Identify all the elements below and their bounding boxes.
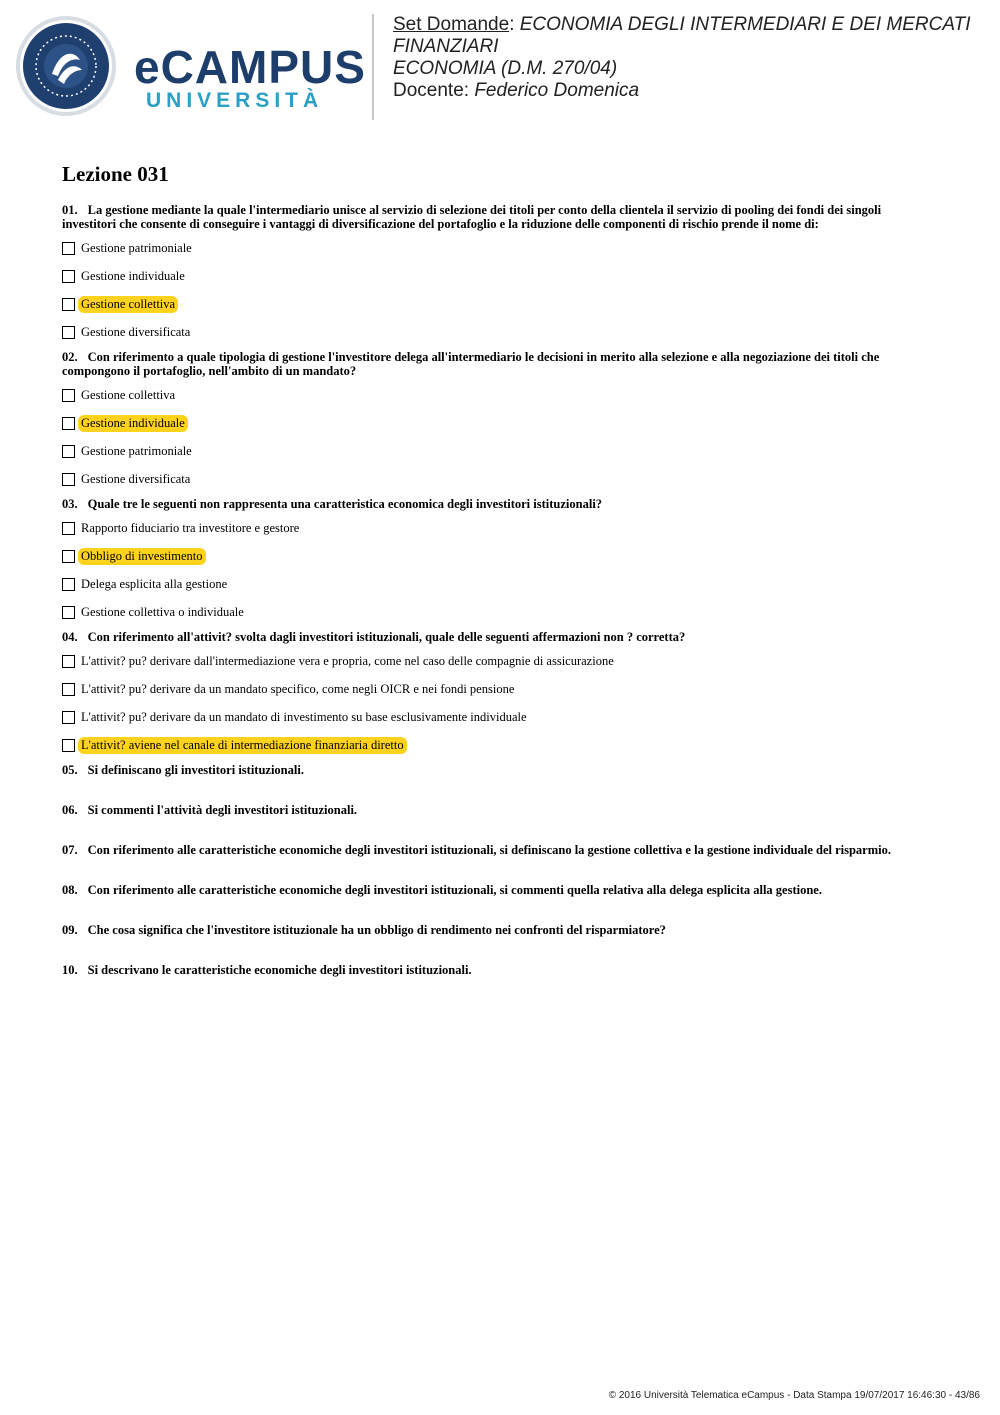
checkbox-icon[interactable] bbox=[62, 683, 75, 696]
header-info bbox=[393, 14, 993, 102]
question-text bbox=[62, 883, 912, 897]
question-05 bbox=[62, 763, 912, 803]
checkbox-icon[interactable] bbox=[62, 389, 75, 402]
question-prompt: Con riferimento alle caratteristiche economiche degli investitori istituzionali, si definiscano la gestione collettiva e la gestione individuale del risparmio. bbox=[87, 843, 891, 857]
checkbox-icon[interactable] bbox=[62, 326, 75, 339]
question-07 bbox=[62, 843, 912, 883]
option bbox=[62, 574, 912, 595]
option-label: Rapporto fiduciario tra investitore e gestore bbox=[81, 521, 300, 535]
set-label: Set Domande bbox=[393, 14, 510, 35]
question-04 bbox=[62, 630, 912, 756]
brand-subtitle: UNIVERSITÀ bbox=[146, 89, 324, 112]
option-label-correct: Gestione individuale bbox=[78, 415, 188, 432]
question-prompt: Quale tre le seguenti non rappresenta una caratteristica economica degli investitori istituzionali? bbox=[87, 497, 603, 511]
question-number: 09. bbox=[62, 923, 78, 937]
lesson-title: Lezione 031 bbox=[62, 162, 169, 186]
option-label: L'attivit? pu? derivare dall'intermediazione vera e propria, come nel caso delle compagnie di assicurazione bbox=[81, 654, 614, 668]
header-divider bbox=[372, 14, 374, 120]
question-number: 03. bbox=[62, 497, 78, 511]
checkbox-icon[interactable] bbox=[62, 655, 75, 668]
option-label: Gestione patrimoniale bbox=[81, 444, 192, 458]
question-01 bbox=[62, 203, 912, 343]
question-prompt: Che cosa significa che l'investitore istituzionale ha un obbligo di rendimento nei confronti del risparmiatore? bbox=[87, 923, 666, 937]
question-number: 01. bbox=[62, 203, 78, 217]
option-label-correct: Obbligo di investimento bbox=[78, 548, 206, 565]
question-prompt: Con riferimento all'attivit? svolta dagli investitori istituzionali, quale delle seguenti affermazioni non ? corretta? bbox=[87, 630, 686, 644]
checkbox-icon[interactable] bbox=[62, 270, 75, 283]
option bbox=[62, 322, 912, 343]
option bbox=[62, 679, 912, 700]
question-09 bbox=[62, 923, 912, 963]
teacher-row bbox=[393, 80, 993, 102]
question-text bbox=[62, 763, 912, 777]
page-footer: © 2016 Università Telematica eCampus - Data Stampa 19/07/2017 16:46:30 - 43/86 bbox=[608, 1390, 980, 1401]
checkbox-icon[interactable] bbox=[62, 550, 75, 563]
checkbox-icon[interactable] bbox=[62, 473, 75, 486]
option bbox=[62, 518, 912, 539]
question-text bbox=[62, 630, 912, 644]
option-label: L'attivit? pu? derivare da un mandato specifico, come negli OICR e nei fondi pensione bbox=[81, 682, 515, 696]
question-number: 08. bbox=[62, 883, 78, 897]
option-label: Gestione patrimoniale bbox=[81, 241, 192, 255]
option bbox=[62, 266, 912, 287]
question-prompt: Si commenti l'attività degli investitori istituzionali. bbox=[87, 803, 358, 817]
question-text bbox=[62, 497, 912, 511]
question-prompt: Si definiscano gli investitori istituzionali. bbox=[87, 763, 304, 777]
set-row bbox=[393, 14, 993, 58]
option bbox=[62, 294, 912, 315]
question-list bbox=[62, 203, 912, 1003]
option bbox=[62, 651, 912, 672]
option-label-correct: Gestione collettiva bbox=[78, 296, 178, 313]
teacher-label: Docente: bbox=[393, 80, 470, 101]
checkbox-icon[interactable] bbox=[62, 739, 75, 752]
question-10 bbox=[62, 963, 912, 1003]
teacher-name: Federico Domenica bbox=[474, 80, 640, 101]
checkbox-icon[interactable] bbox=[62, 606, 75, 619]
checkbox-icon[interactable] bbox=[62, 417, 75, 430]
option bbox=[62, 546, 912, 567]
question-number: 04. bbox=[62, 630, 78, 644]
option-label: Delega esplicita alla gestione bbox=[81, 577, 228, 591]
checkbox-icon[interactable] bbox=[62, 578, 75, 591]
option bbox=[62, 441, 912, 462]
option-list bbox=[62, 238, 912, 343]
option-list bbox=[62, 385, 912, 490]
set-title: ECONOMIA DEGLI INTERMEDIARI E DEI MERCATI FINANZIARI bbox=[393, 14, 971, 57]
option-label: Gestione diversificata bbox=[81, 325, 191, 339]
question-number: 07. bbox=[62, 843, 78, 857]
question-02 bbox=[62, 350, 912, 490]
question-number: 05. bbox=[62, 763, 78, 777]
option bbox=[62, 469, 912, 490]
question-prompt: Con riferimento a quale tipologia di gestione l'investitore delega all'intermediario le decisioni in merito alla selezione e alla negoziazione dei titoli che compongono il portafoglio, nell'ambito di un mandato? bbox=[62, 350, 880, 378]
question-text bbox=[62, 923, 912, 937]
question-text bbox=[62, 350, 912, 378]
option-label: Gestione collettiva o individuale bbox=[81, 605, 244, 619]
checkbox-icon[interactable] bbox=[62, 242, 75, 255]
question-08 bbox=[62, 883, 912, 923]
option-label: L'attivit? pu? derivare da un mandato di investimento su base esclusivamente individuale bbox=[81, 710, 527, 724]
question-number: 02. bbox=[62, 350, 78, 364]
option-label: Gestione diversificata bbox=[81, 472, 191, 486]
ecampus-seal-icon bbox=[14, 14, 118, 118]
option bbox=[62, 735, 912, 756]
option-list bbox=[62, 518, 912, 623]
option-label: Gestione individuale bbox=[81, 269, 185, 283]
question-text bbox=[62, 963, 912, 977]
option bbox=[62, 413, 912, 434]
option-label-correct: L'attivit? aviene nel canale di intermediazione finanziaria diretto bbox=[78, 737, 407, 754]
checkbox-icon[interactable] bbox=[62, 445, 75, 458]
brand-wordmark: eCAMPUS bbox=[134, 41, 366, 93]
option bbox=[62, 602, 912, 623]
question-text bbox=[62, 843, 912, 857]
checkbox-icon[interactable] bbox=[62, 298, 75, 311]
question-06 bbox=[62, 803, 912, 843]
option bbox=[62, 707, 912, 728]
question-prompt: La gestione mediante la quale l'intermediario unisce al servizio di selezione dei titoli per conto della clientela il servizio di pooling dei fondi dei singoli investitori che consente di conseguire i vantaggi di diversificazione del portafoglio e la riduzione delle componenti di rischio prende il nome di: bbox=[62, 203, 882, 231]
question-prompt: Si descrivano le caratteristiche economiche degli investitori istituzionali. bbox=[87, 963, 472, 977]
page-header bbox=[0, 0, 1000, 130]
checkbox-icon[interactable] bbox=[62, 711, 75, 724]
question-text bbox=[62, 203, 912, 231]
question-03 bbox=[62, 497, 912, 623]
option bbox=[62, 385, 912, 406]
course-name: ECONOMIA (D.M. 270/04) bbox=[393, 58, 618, 79]
option bbox=[62, 238, 912, 259]
question-number: 06. bbox=[62, 803, 78, 817]
question-text bbox=[62, 803, 912, 817]
checkbox-icon[interactable] bbox=[62, 522, 75, 535]
question-number: 10. bbox=[62, 963, 78, 977]
question-prompt: Con riferimento alle caratteristiche economiche degli investitori istituzionali, si commenti quella relativa alla delega esplicita alla gestione. bbox=[87, 883, 822, 897]
option-label: Gestione collettiva bbox=[81, 388, 176, 402]
option-list bbox=[62, 651, 912, 756]
ecampus-logo bbox=[14, 14, 366, 118]
set-separator: : bbox=[509, 14, 515, 35]
